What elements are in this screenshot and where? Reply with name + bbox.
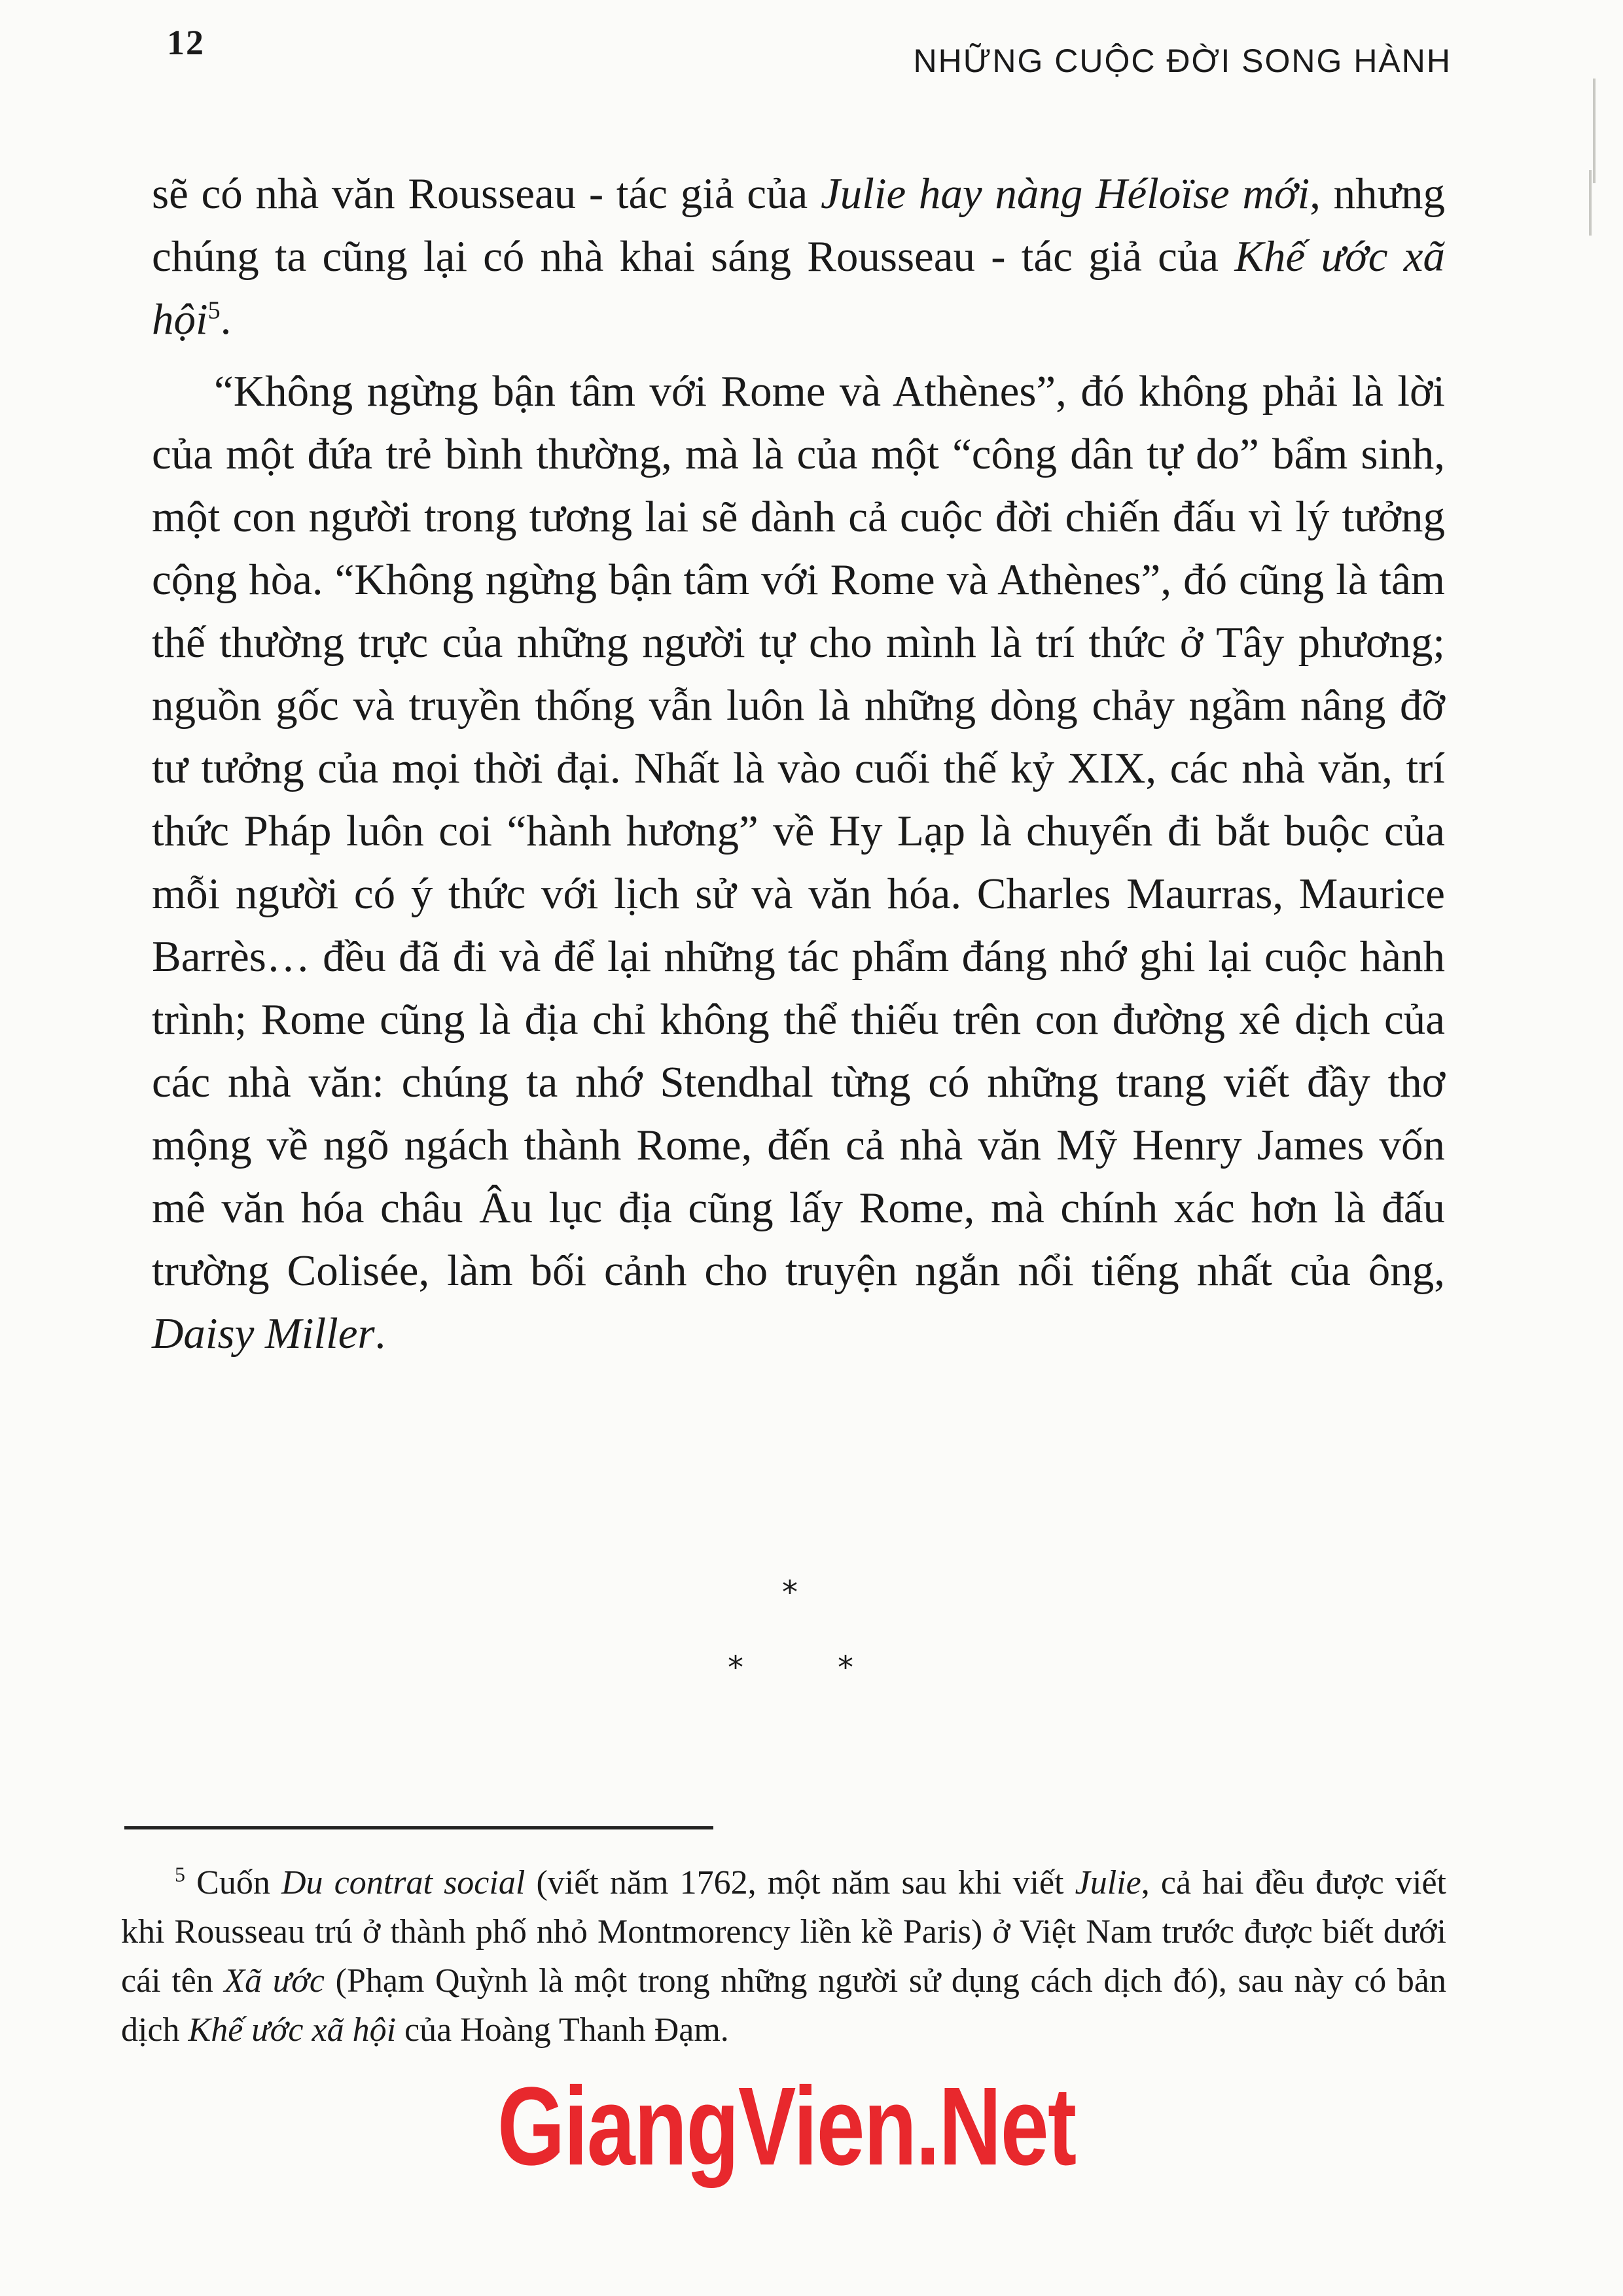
footnote-text-c: , cả hai đều được viết khi Rousseau trú ở thành phố nhỏ Montmorency liền kề Paris) ở Việt Nam trước được biết dưới cái tên xyxy=(121,1864,1447,2000)
watermark-logo: GiangVien.Net xyxy=(497,2064,1076,2189)
asterism-star-right: * xyxy=(838,1650,853,1686)
footnote-divider xyxy=(124,1826,713,1829)
p1-text-b: , nhưng chúng ta cũng lại có nhà khai sáng Rousseau - tác giả của xyxy=(152,169,1445,281)
page-number: 12 xyxy=(167,23,205,62)
footnote-number: 5 xyxy=(175,1862,185,1886)
footnote-ref: 5 xyxy=(207,296,221,325)
footnote-text-b: (viết năm 1762, một năm sau khi viết xyxy=(525,1864,1075,1901)
p2-text-a: “Không ngừng bận tâm với Rome và Athènes”, đó không phải là lời của một đứa trẻ bình thường, mà là của một “công dân tự do” bẩm sinh, một con người trong tương lai sẽ dành cả cuộc đời chiến đấu vì lý tưởng cộng hòa. “Không ngừng bận tâm với Rome và Athènes”, đó cũng là tâm thế thường trực của những người tự cho mình là trí thức ở Tây phương; nguồn gốc và truyền thống vẫn luôn là những dòng chảy ngầm nâng đỡ tư tưởng của mọi thời đại. Nhất là vào cuối thế kỷ XIX, các nhà văn, trí thức Pháp luôn coi “hành hương” về Hy Lạp là chuyến đi bắt buộc của mỗi người có ý thức với lịch sử và văn hóa. Charles Maurras, Maurice Barrès… đều đã đi và để lại những tác phẩm đáng nhớ ghi lại cuộc hành trình; Rome cũng là địa chỉ không thể thiếu trên con đường xê dịch của các nhà văn: chúng ta nhớ Stendhal từng có những trang viết đầy thơ mộng về ngõ ngách thành Rome, đến cả nhà văn Mỹ Henry James vốn mê văn hóa châu Âu lục địa cũng lấy Rome, mà chính xác hơn là đấu trường Colisée, làm bối cảnh cho truyện ngắn nổi tiếng nhất của ông, xyxy=(152,367,1445,1295)
footnote-title-xa-uoc: Xã ước xyxy=(224,1962,325,2000)
p1-text-c: . xyxy=(220,295,232,344)
footnote-text-d: (Phạm Quỳnh là một trong những người sử dụng cách dịch đó), sau này có bản dịch xyxy=(121,1962,1446,2049)
footnote-text-a: Cuốn xyxy=(185,1864,281,1901)
scan-edge-line-lower xyxy=(1589,170,1592,236)
book-title-daisy-miller: Daisy Miller xyxy=(152,1309,375,1358)
p2-text-b: . xyxy=(374,1309,386,1358)
footnote xyxy=(121,1858,1446,2055)
paragraph-2 xyxy=(152,360,1445,1365)
book-title-julie: Julie hay nàng Héloïse mới xyxy=(820,169,1310,218)
p1-text-a: sẽ có nhà văn Rousseau - tác giả của xyxy=(152,169,821,218)
scan-edge-line xyxy=(1593,79,1596,183)
asterism-star-top: * xyxy=(782,1574,798,1611)
asterism-star-left: * xyxy=(728,1650,743,1686)
footnote-title-du-contrat: Du contrat social xyxy=(281,1864,526,1901)
book-title-khe-uoc: Khế ước xã hội xyxy=(152,232,1446,344)
footnote-title-khe-uoc: Khế ước xã hội xyxy=(188,2011,397,2049)
paragraph-1 xyxy=(152,162,1445,351)
main-text xyxy=(152,162,1445,1365)
footnote-title-julie: Julie xyxy=(1075,1864,1141,1901)
running-title: NHỮNG CUỘC ĐỜI SONG HÀNH xyxy=(913,43,1452,79)
footnote-text-e: của Hoàng Thanh Đạm. xyxy=(396,2011,729,2049)
